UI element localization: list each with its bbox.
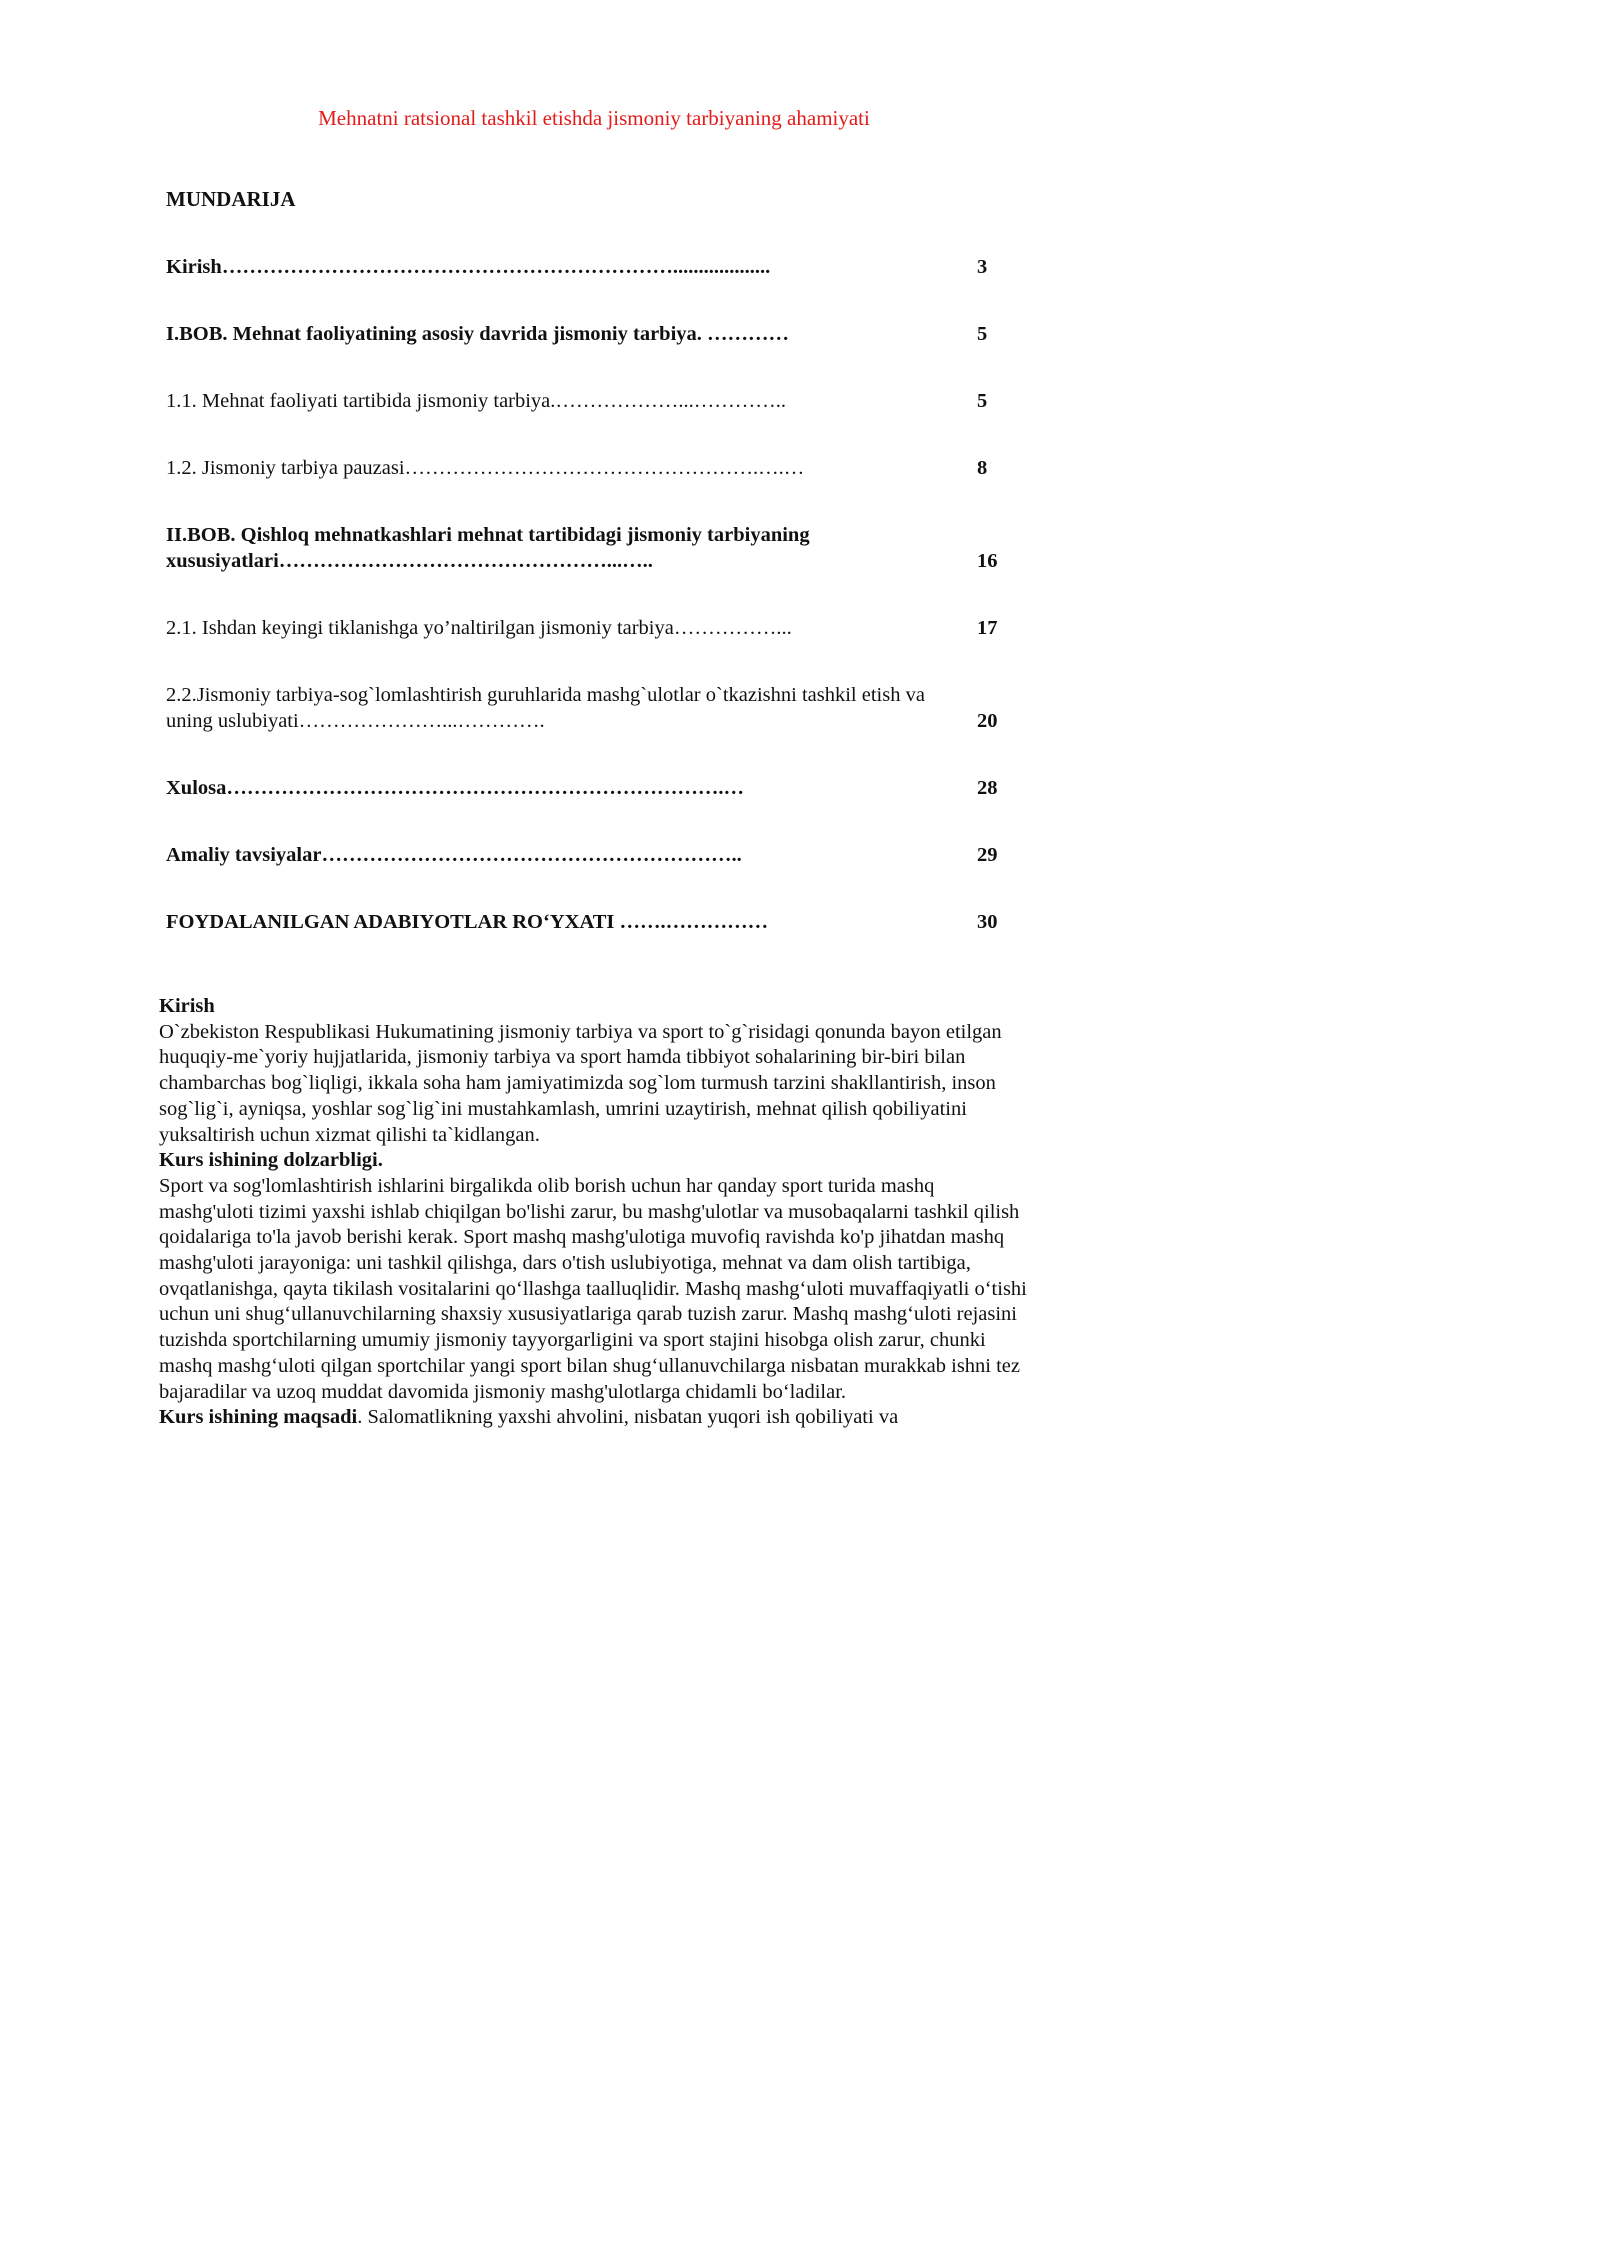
document-page [0,0,1102,1559]
goal-paragraph [159,1405,1029,1431]
toc-entry-1-2[interactable] [166,455,1006,481]
toc-entry-page: 3 [977,256,988,278]
toc-entry-page: 5 [977,390,988,412]
toc-entry-text: II.BOB. Qishloq mehnatkashlari mehnat tartibidagi jismoniy tarbiyaning xususiyatlari…………………………………………...….. [166,524,810,572]
toc-entry-page: 30 [977,911,998,933]
toc-entry-page: 5 [977,323,988,345]
toc-entry-page: 17 [977,617,998,639]
intro-paragraph: O`zbekiston Respublikasi Hukumatining jismoniy tarbiya va sport to`g`risidagi qonunda bayon etilgan huquqiy-me`yoriy hujjatlarida, jismoniy tarbiya va sport hamda tibbiyot sohalarining bir-biri bilan chambarchas bog`liqligi, ikkala soha ham jamiyatimizda sog`lom turmush tarzini shakllantirish, inson sog`lig`i, ayniqsa, yoshlar sog`lig`ini mustahkamlash, umrini uzaytirish, mehnat qilish qobiliyatini yuksaltirish uchun xizmat qilishi ta`kidlangan. [159,1020,1002,1146]
toc-entry-text: 1.1. Mehnat faoliyati tartibida jismoniy tarbiya.………………...………….. [166,390,787,412]
goal-text: . Salomatlikning yaxshi ahvolini, nisbatan yuqori ish qobiliyati va [357,1406,899,1429]
toc-entry-2-1[interactable] [166,615,1006,641]
toc-entry-page: 20 [977,710,998,732]
toc-entry-amaliy[interactable] [166,842,1006,868]
toc-entry-text: 2.1. Ishdan keyingi tiklanishga yo’naltirilgan jismoniy tarbiya……………... [166,617,792,639]
toc-entry-bob-2[interactable] [166,522,1006,574]
toc-entry-1-1[interactable] [166,388,1006,414]
toc-entry-kirish[interactable] [166,254,1006,280]
toc-entry-page: 8 [977,457,988,479]
relevance-paragraph: Sport va sog'lomlashtirish ishlarini birgalikda olib borish uchun har qanday sport turida mashq mashg'uloti tizimi yaxshi ishlab chiqilgan bo'lishi zarur, bu mashg'ulotlar va musobaqalarni tashkil qilish qoidalariga to'la javob berishi kerak. Sport mashq mashg'ulotiga muvofiq ravishda ko'p jihatdan mashq mashg'uloti jarayoniga: uni tashkil qilishga, dars o'tish uslubiyotiga, mehnat va dam olish tartibiga, ovqatlanishga, qayta tikilash vositalarini qo‘llashga taalluqlidir. Mashq mashg‘uloti muvaffaqiyatli o‘tishi uchun uni shug‘ullanuvchilarning shaxsiy xususiyatlariga qarab tuzish zarur. Mashq mashg‘uloti rejasini tuzishda sportchilarning umumiy jismoniy tayyorgarligini va sport stajini hisobga olish zarur, chunki mashq mashg‘uloti qilgan sportchilar yangi sport bilan shug‘ullanuvchilarga nisbatan murakkab ishni tez bajaradilar va uzoq muddat davomida jismoniy mashg'ulotlarga chidamli bo‘ladilar. [159,1174,1027,1403]
intro-title: Kirish [159,995,215,1017]
body-text [159,994,1029,1431]
toc-entry-text: Amaliy tavsiyalar…………………………………………………….. [166,844,742,866]
toc-entry-text: Xulosa……………………………………………………………….… [166,777,745,799]
toc-entry-xulosa[interactable] [166,775,1006,801]
toc-entry-bob-1[interactable] [166,321,1006,347]
toc-entry-page: 28 [977,777,998,799]
toc-entry-text: 1.2. Jismoniy tarbiya pauzasi…………………………………………….….… [166,457,805,479]
toc-entry-text: 2.2.Jismoniy tarbiya-sog`lomlashtirish guruhlarida mashg`ulotlar o`tkazishni tashkil etish va uning uslubiyati…………………...…………. [166,684,925,732]
toc-entry-page: 16 [977,550,998,572]
toc-entry-text: FOYDALANILGAN ADABIYOTLAR RO‘YXATI …….…………… [166,911,769,933]
toc-entry-2-2[interactable] [166,682,1006,734]
goal-title: Kurs ishining maqsadi [159,1406,358,1429]
toc-entry-adabiyotlar[interactable] [166,909,1006,935]
toc-heading: MUNDARIJA [166,187,296,211]
document-title: Mehnatni ratsional tashkil etishda jismoniy tarbiyaning ahamiyati [318,106,870,130]
toc-entry-page: 29 [977,844,998,866]
toc-entry-text: Kirish…………………………………………………………................... [166,256,771,278]
relevance-title: Kurs ishining dolzarbligi. [159,1149,383,1172]
toc-entry-text: I.BOB. Mehnat faoliyatining asosiy davrida jismoniy tarbiya. ………… [166,323,790,345]
